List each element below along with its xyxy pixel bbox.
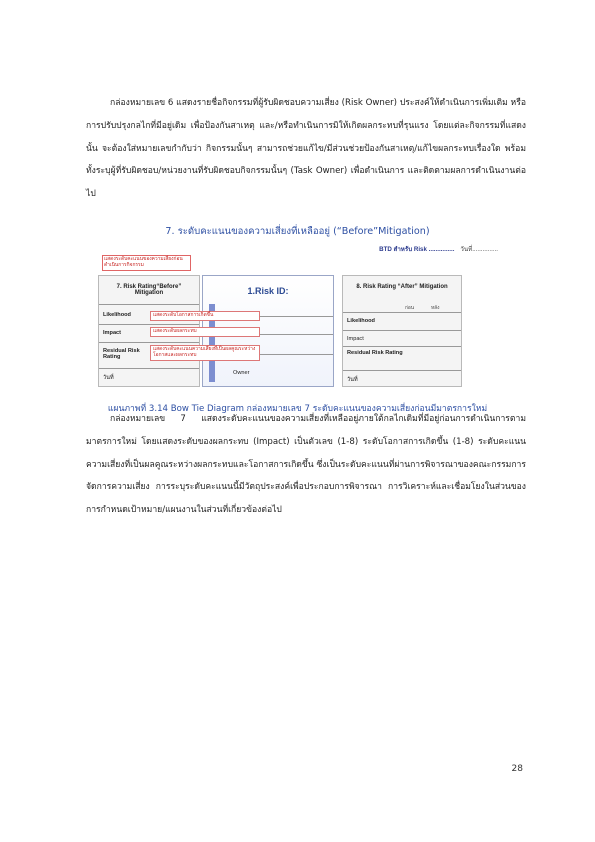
risk-id-title: 1.Risk ID: [247,286,289,296]
figure-title: 7. ระดับคะแนนของความเสี่ยงที่เหลืออยู่ (“Before”Mitigation) [165,226,430,237]
right-row-residual: Residual Risk Rating [347,350,403,356]
right-row-likelihood: Likelihood [347,318,375,324]
caption-text: Bow Tie Diagram กล่องหมายเลข 7 ระดับคะแนนของความเสี่ยงก่อนมีมาตรการใหม่ [170,404,488,414]
bow-tie-figure [98,241,498,389]
right-panel-header: 8. Risk Rating “After” Mitigation [356,284,448,290]
left-row-likelihood: Likelihood [103,312,131,318]
right-col-before: ก่อน [405,306,415,311]
left-row-residual: Residual Risk Rating [103,348,140,360]
paragraph-box-7: กล่องหมายเลข 7 แสดงระดับคะแนนของความเสี่ยงที่เหลืออยู่ภายใต้กลไกเดิมที่มีอยู่ก่อนการดำเนินการตามมาตรการใหม่ โดยแสดงระดับของผลกระทบ (Impact) เป็นตัวเลข (1-8) ระดับโอกาสการเกิดขึ้น (1-8) ระดับคะแนนความเสี่ยงที่เป็นผลคูณระหว่างผลกระทบและโอกาสการเกิดขึ้น ซึ่งเป็นระดับคะแนนที่ผ่านการพิจารณาของคณะกรรมการจัดการความเสี่ยง การระบุระดับคะแนนนี้มีวัตถุประสงค์เพื่อประกอบการพิจารณา การวิเคราะห์และเชื่อมโยงในส่วนของการกำหนดเป้าหมาย/แผนงานในส่วนที่เกี่ยวข้องต่อไป [86,414,526,516]
caption-label: แผนภาพที่ 3.14 [107,404,169,414]
left-note: แสดงระดับคะแนนของความเสี่ยงก่อนดำเนินการกิจกรรม [102,255,191,271]
right-row-impact: Impact [347,336,364,342]
btd-label: BTD สำหรับ Risk ............... [379,246,455,253]
right-row-date: วันที่ [347,377,358,383]
page-number: 28 [511,764,523,774]
btd-date: วันที่............... [460,246,498,253]
center-owner: Owner [233,370,250,376]
left-row-impact: Impact [103,330,122,336]
annotation-impact: แสดงระดับผลกระทบ [150,327,260,337]
annotation-likelihood: แสดงระดับโอกาสการเกิดขึ้น [150,311,260,321]
left-panel-header: 7. Risk Rating“Before” Mitigation [116,284,182,296]
right-col-after: หลัง [431,306,440,311]
annotation-residual: แสดงระดับคะแนนความเสี่ยงที่เป็นผลคูณระหว่างโอกาสและผลกระทบ [150,345,260,361]
paragraph-box-6: กล่องหมายเลข 6 แสดงรายชื่อกิจกรรมที่ผู้รับผิดชอบความเสี่ยง (Risk Owner) ประสงค์ให้ดำเนินการเพิ่มเติม หรือการปรับปรุงกลไกที่มีอยู่เดิม เพื่อป้องกันสาเหตุ และ/หรือทำเนินการมิให้เกิดผลกระทบที่รุนแรง โดยแต่ละกิจกรรมที่แสดงนั้น จะต้องใส่หมายเลขกำกับว่า กิจกรรมนั้นๆ สามารถช่วยแก้ไข/มีส่วนช่วยป้องกันสาเหตุ/แก้ไขผลกระทบเรื่องใด พร้อมทั้งระบุผู้ที่รับผิดชอบ/หน่วยงานที่รับผิดชอบกิจกรรมนั้นๆ (Task Owner) เพื่อดำเนินการ และติดตามผลการดำเนินงานต่อไป [86,98,526,200]
btd-header [379,244,498,254]
right-panel [342,275,462,387]
left-row-date: วันที่ [103,375,114,381]
